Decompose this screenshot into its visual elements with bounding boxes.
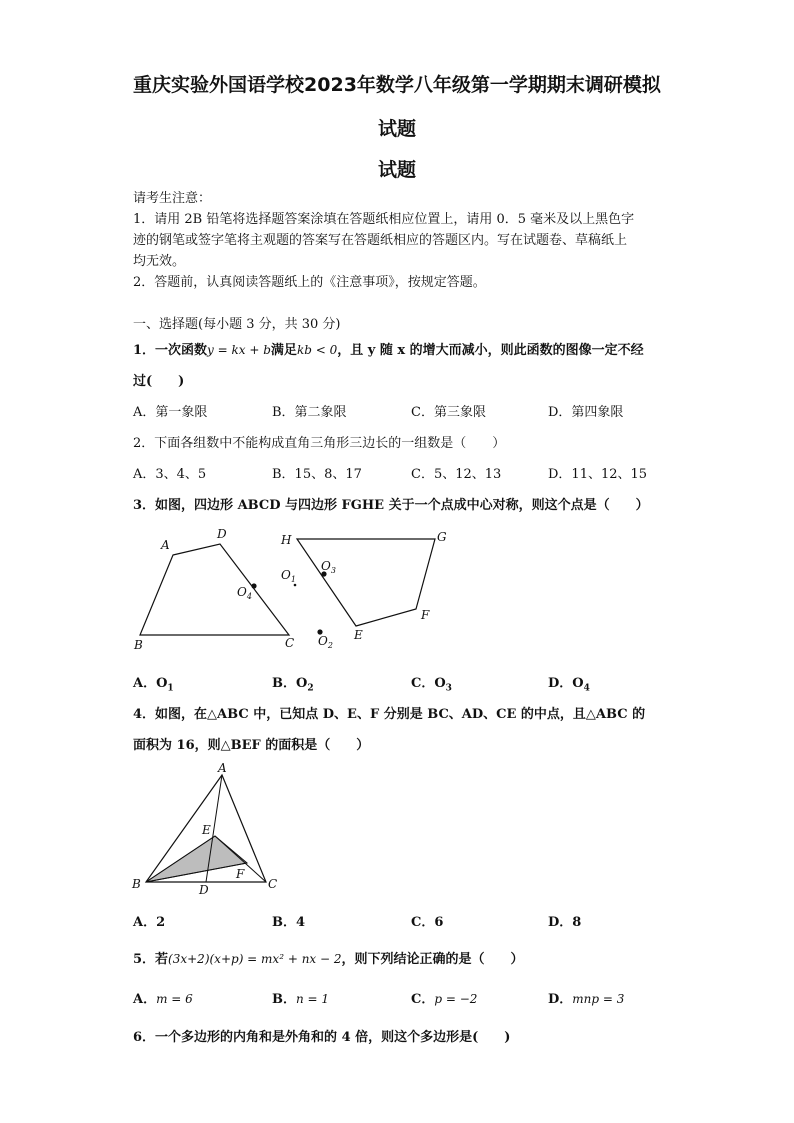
label-b: B bbox=[134, 638, 143, 652]
label-d: D bbox=[199, 883, 209, 897]
q4-stem-line2: 面积为 16，则△BEF 的面积是（ ） bbox=[133, 738, 370, 753]
point-o1 bbox=[294, 584, 297, 587]
q3-option-a[interactable]: A．$O_1$ bbox=[133, 676, 174, 694]
label-o2: $O_2$ bbox=[318, 634, 333, 650]
q4-option-b[interactable]: B．4 bbox=[272, 915, 306, 930]
quad-fghe bbox=[297, 539, 435, 626]
label-h: H bbox=[281, 533, 292, 547]
label-c: C bbox=[285, 636, 295, 650]
q3-option-c[interactable]: C．$O_3$ bbox=[411, 676, 452, 694]
label-b: B bbox=[132, 877, 141, 891]
label-o4: $O_4$ bbox=[237, 585, 252, 601]
q5-option-d[interactable]: D．mnp = 3 bbox=[548, 992, 625, 1007]
q5-text-b: ，则下列结论正确的是（ ） bbox=[341, 952, 524, 967]
notice-line-4: 2．答题前，认真阅读答题纸上的《注意事项》，按规定答题。 bbox=[133, 275, 486, 290]
q1-stem-cont: 过( ) bbox=[133, 374, 185, 389]
doc-title-line1: 重庆实验外国语学校2023年数学八年级第一学期期末调研模拟 bbox=[133, 74, 661, 96]
label-a: A bbox=[161, 538, 170, 552]
q3-figure bbox=[130, 525, 460, 653]
doc-title-line3: 试题 bbox=[377, 159, 416, 181]
q3-option-b[interactable]: B．$O_2$ bbox=[272, 676, 314, 694]
q3-option-d[interactable]: D．$O_4$ bbox=[548, 676, 590, 694]
q5-option-c[interactable]: C．p = −2 bbox=[411, 992, 478, 1007]
q4-figure bbox=[128, 760, 288, 900]
q1-text-a: 1．一次函数 bbox=[133, 343, 208, 358]
triangle-bef-shaded bbox=[146, 836, 247, 882]
q6-stem: 6．一个多边形的内角和是外角和的 4 倍，则这个多边形是( ) bbox=[133, 1030, 511, 1045]
q4-stem-line1: 4．如图，在△ABC 中，已知点 D、E、F 分别是 BC、AD、CE 的中点，且△ABC 的 bbox=[133, 707, 646, 722]
q1-text-b: 满足 bbox=[270, 343, 297, 358]
q1-option-c[interactable]: C．第三象限 bbox=[411, 405, 486, 420]
q1-option-d[interactable]: D．第四象限 bbox=[548, 405, 624, 420]
label-f: F bbox=[421, 608, 430, 622]
q2-option-d[interactable]: D．11、12、15 bbox=[548, 467, 648, 482]
label-g: G bbox=[437, 530, 447, 544]
q5-stem bbox=[133, 948, 524, 967]
notice-line-2: 迹的钢笔或签字笔将主观题的答案写在答题纸相应的答题区内。写在试题卷、草稿纸上 bbox=[133, 233, 628, 248]
label-c: C bbox=[268, 877, 278, 891]
q2-option-a[interactable]: A．3、4、5 bbox=[133, 467, 207, 482]
label-f: F bbox=[236, 867, 245, 881]
label-a: A bbox=[218, 761, 227, 775]
quad-abcd bbox=[140, 544, 289, 635]
q5-option-a[interactable]: A．m = 6 bbox=[133, 992, 193, 1007]
q1-condition: kb < 0 bbox=[296, 343, 338, 357]
q5-option-b[interactable]: B．n = 1 bbox=[272, 992, 330, 1007]
doc-title-line2: 试题 bbox=[377, 118, 416, 140]
q1-text-c: ，且 y 随 x 的增大而减小，则此函数的图像一定不经 bbox=[337, 343, 644, 358]
notice-line-3: 均无效。 bbox=[133, 254, 186, 269]
q1-option-b[interactable]: B．第二象限 bbox=[272, 405, 347, 420]
q4-option-d[interactable]: D．8 bbox=[548, 915, 582, 930]
q1-option-a[interactable]: A．第一象限 bbox=[133, 405, 208, 420]
q1-formula: y = kx + b bbox=[207, 343, 271, 357]
label-o1: $O_1$ bbox=[281, 568, 296, 584]
q2-option-c[interactable]: C．5、12、13 bbox=[411, 467, 502, 482]
q5-formula: (3x+2)(x+p) = mx² + nx − 2 bbox=[168, 952, 342, 966]
section-heading: 一、选择题(每小题 3 分，共 30 分) bbox=[133, 317, 341, 332]
q2-stem: 2．下面各组数中不能构成直角三角形三边长的一组数是（ ） bbox=[133, 436, 506, 451]
point-o4 bbox=[251, 583, 256, 588]
label-d: D bbox=[217, 527, 227, 541]
notice-line-1: 1．请用 2B 铅笔将选择题答案涂填在答题纸相应位置上，请用 0．5 毫米及以上黑色字 bbox=[133, 212, 635, 227]
label-e: E bbox=[202, 823, 211, 837]
label-e: E bbox=[354, 628, 363, 642]
q2-option-b[interactable]: B．15、8、17 bbox=[272, 467, 362, 482]
q5-text-a: 5．若 bbox=[133, 952, 169, 967]
q3-stem: 3．如图，四边形 ABCD 与四边形 FGHE 关于一个点成中心对称，则这个点是（ ） bbox=[133, 498, 649, 513]
q4-option-a[interactable]: A．2 bbox=[133, 915, 166, 930]
q4-option-c[interactable]: C．6 bbox=[411, 915, 444, 930]
notice-header: 请考生注意： bbox=[133, 191, 212, 206]
label-o3: $O_3$ bbox=[321, 559, 336, 575]
q1-stem bbox=[133, 339, 644, 358]
